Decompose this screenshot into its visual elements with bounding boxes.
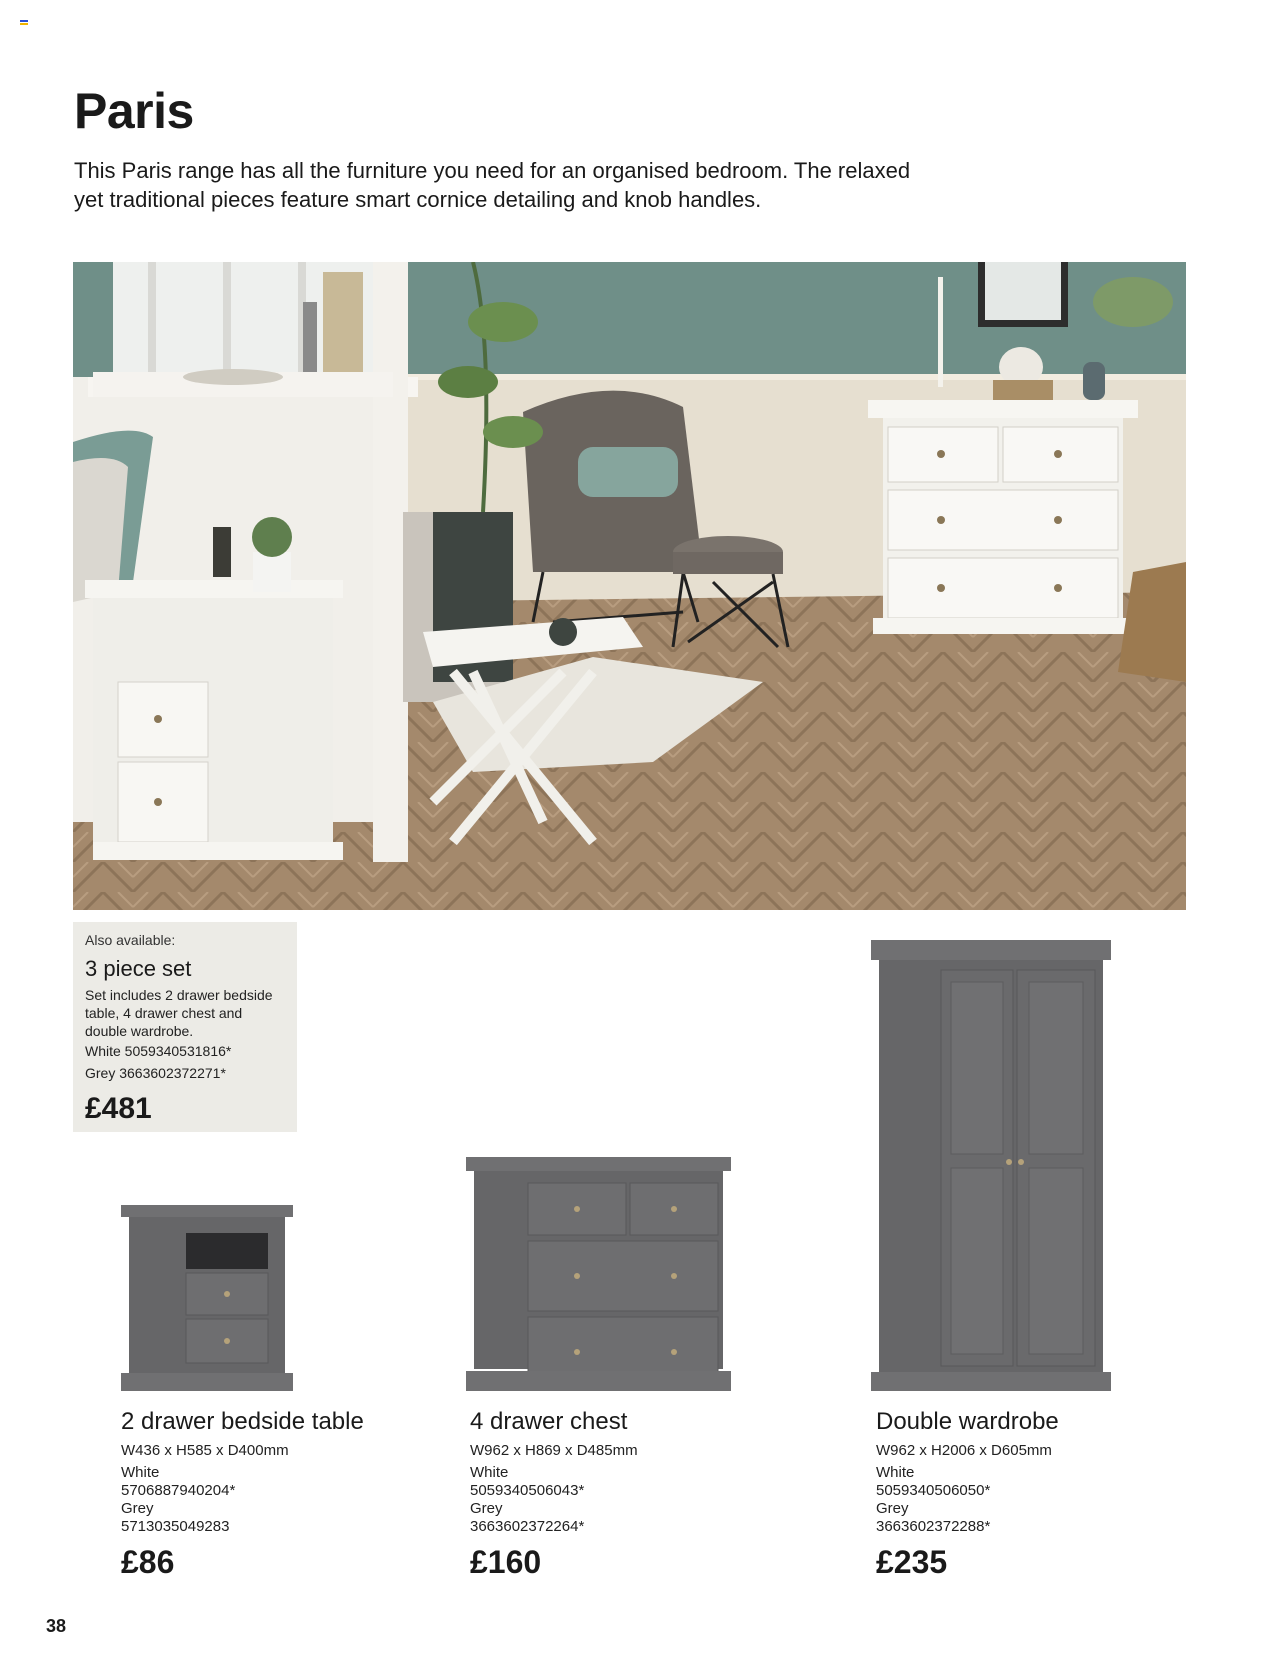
also-available-box [73,922,297,1132]
white-ean: 5706887940204* [121,1482,236,1499]
grey-label: Grey [876,1500,909,1517]
white-ean: 5059340506050* [876,1482,991,1499]
set-grey-code: Grey 3663602372271* [85,1065,226,1081]
brand-mark-icon [20,20,28,26]
product-name: 2 drawer bedside table [121,1408,364,1435]
white-ean: 5059340506043* [470,1482,585,1499]
grey-label: Grey [470,1500,503,1517]
set-description: Set includes 2 drawer bedside table, 4 drawer chest and double wardrobe. [85,987,273,1039]
page-intro: This Paris range has all the furniture you need for an organised bedroom. The relaxed yet traditional pieces feature smart cornice detailing and knob handles. [74,158,911,212]
product-chest-of-drawers [470,1408,790,1581]
product-bedside-table [121,1408,441,1581]
product-dimensions: W962 x H869 x D485mm [470,1442,638,1459]
grey-label: Grey [121,1500,154,1517]
product-name: 4 drawer chest [470,1408,628,1435]
set-name: 3 piece set [85,956,192,981]
white-label: White [876,1464,915,1481]
grey-ean: 3663602372264* [470,1518,585,1535]
also-available-label: Also available: [85,932,176,948]
product-dimensions: W962 x H2006 x D605mm [876,1442,1052,1459]
wardrobe-image [871,940,1111,1391]
product-dimensions: W436 x H585 x D400mm [121,1442,289,1459]
bedside-table-image [121,1205,293,1391]
product-name: Double wardrobe [876,1408,1059,1435]
white-label: White [470,1464,509,1481]
page-number: 38 [46,1616,67,1636]
hero-room-image [73,262,1186,910]
product-price: £235 [876,1544,948,1580]
set-price: £481 [85,1092,152,1125]
grey-ean: 3663602372288* [876,1518,991,1535]
page-title: Paris [74,83,194,139]
grey-ean: 5713035049283 [121,1518,230,1535]
product-price: £86 [121,1544,175,1580]
product-wardrobe [876,1408,1196,1581]
white-label: White [121,1464,160,1481]
product-price: £160 [470,1544,542,1580]
set-white-code: White 5059340531816* [85,1043,232,1059]
chest-of-drawers-image [466,1157,731,1391]
